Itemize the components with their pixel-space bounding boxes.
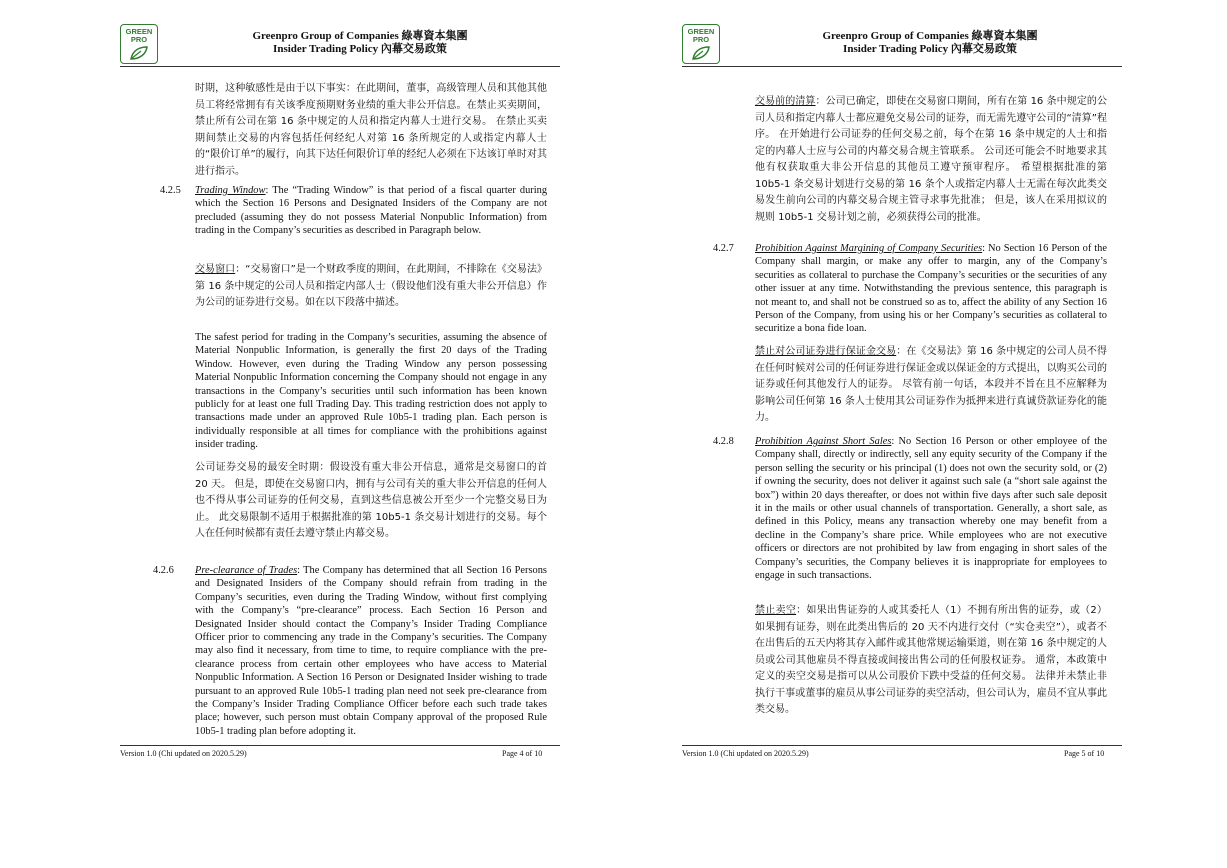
logo-text-green: GREEN [687, 27, 715, 36]
cn-section-title: 交易窗口 [195, 264, 236, 275]
header-policy: Insider Trading Policy 內幕交易政策 [273, 43, 447, 55]
section-text: : No Section 16 Person of the Company shall margin, or make any offer to margin, any of the Company’s securities as collateral to purchase the Company’s securities or the securities of any other issuer at any time. Notwithstanding the previous sentence, this paragraph is not meant to, and shall not be construed so as to, affect the ability of any Section 16 Person of the Company, from using his or her Company’s securities as collateral to securitize a bona fide loan. [755, 243, 1107, 335]
footer-divider [682, 745, 1122, 746]
cn-short-sales-paragraph [755, 603, 1107, 719]
section-title: Prohibition Against Margining of Company Securities [755, 243, 983, 254]
cn-section-text: ：公司已确定，即使在交易窗口期间，所有在第 16 条中规定的公司人员和指定内幕人士都应避免交易公司的证券，而无需先遵守公司的“清算”程序。 在开始进行公司证券的任何交易之前，每个在第 16 条中规定的人士和指定的内幕人士应与公司的内幕交易合规主管联系。 公司还可能会不时地要求其他有权获取重大非公开信息的其他员工遵守预审程序。 希望根据批准的第 10b5-1 条交易计划进行交易的第 16 条个人或指定内幕人士无需在每次此类交易发生前向公司的内幕交易合规主管寻求事先批准； 但是，该人在采用拟议的规则 10b5-1 交易计划之前，必须获得公司的批准。 [755, 96, 1107, 223]
logo-text-pro: PRO [692, 35, 710, 44]
section-text: : The Company has determined that all Section 16 Persons and Designated Insiders of the Company should refrain from trading in the Company’s securities, even during the Trading Window, without first complying with the Company’s “pre-clearance” process. Each Section 16 Person and Designated Insider should contact the Company’s Insider Trading Compliance Officer prior to commencing any trade in the Company’s securities. The Company may also find it necessary, from time to time, to require compliance with the pre-clearance process from certain other employees who have access to Material Nonpublic Information. A Section 16 Person or Designated Insider wishing to trade pursuant to an approved Rule 10b5-1 trading plan need not seek pre-clearance from the Company’s Insider Trading Compliance Officer before each such trade takes place; however, such person must obtain Company approval of the proposed Rule 10b5-1 trading plan before adopting it. [195, 565, 547, 737]
cn-safest-period-paragraph: 公司证券交易的最安全时期：假设没有重大非公开信息，通常是交易窗口的首 20 天。 但是，即使在交易窗口内，拥有与公司有关的重大非公开信息的任何人也不得从事公司证券的任何交易，直到这些信息被公开至少一个完整交易日为止。 此交易限制不适用于根据批准的第 10b5-1 条交易计划进行的交易。每个人在任何时候都有责任去遵守禁止内幕交易。 [195, 462, 547, 539]
header-company: Greenpro Group of Companies 綠專資本集團 [252, 30, 468, 42]
pre-clearance-paragraph [195, 564, 547, 738]
short-sales-paragraph [755, 435, 1107, 582]
section-number: 4.2.8 [713, 436, 734, 447]
cn-section-title: 禁止对公司证券进行保证金交易 [755, 346, 897, 357]
cn-section-title: 禁止卖空 [755, 605, 797, 616]
margining-paragraph [755, 242, 1107, 336]
section-number: 4.2.6 [153, 565, 174, 576]
section-number: 4.2.5 [160, 185, 181, 196]
footer-page-number: Page 4 of 10 [502, 749, 543, 758]
cn-section-text: ：在《交易法》第 16 条中规定的公司人员不得在任何时候对公司的任何证券进行保证金或以保证金的方式提出，以购买公司的证券或任何其他发行人的证券。 尽管有前一句话，本段并不旨在且不应解释为影响公司任何第 16 条人士使用其公司证券作为抵押来进行真诚贷款证券化的能力。 [755, 346, 1107, 423]
document-page-5 [620, 0, 1210, 868]
footer-version: Version 1.0 (Chi updated on 2020.5.29) [120, 749, 247, 758]
document-page-4 [10, 0, 600, 868]
logo-text-pro: PRO [130, 35, 148, 44]
footer-version: Version 1.0 (Chi updated on 2020.5.29) [682, 749, 809, 758]
greenpro-logo [682, 24, 720, 64]
section-number: 4.2.7 [713, 243, 734, 254]
header-divider [120, 66, 560, 67]
header-policy: Insider Trading Policy 內幕交易政策 [843, 43, 1017, 55]
leaf-icon [691, 45, 711, 61]
cn-blackout-paragraph: 时期，这种敏感性是由于以下事实：在此期间，董事，高级管理人员和其他其他员工将经常拥有有关该季度预期财务业绩的重大非公开信息。在禁止买卖期间，禁止所有公司在第 16 条中规定的人员和指定内幕人士进行交易。 在禁止买卖期间禁止交易的内容包括任何经纪人对第 16 条所规定的人或指定内幕人士的“限价订单”的履行，向其下达任何限价订单的经纪人必须在下达该订单时对其进行指示。 [195, 83, 547, 177]
safest-period-paragraph: The safest period for trading in the Company’s securities, assuming the absence of Material Nonpublic Information, is generally the first 20 days of the Trading Window. However, even during the Trading Window any person possessing Material Nonpublic Information concerning the Company should not engage in any transactions in the Company’s securities until such information has been known publicly for at least one full Trading Day. This trading restriction does not apply to transactions made under an approved Rule 10b5-1 trading plan. Each person is individually responsible at all times for compliance with the prohibitions against insider trading. [195, 332, 547, 451]
cn-pre-clearance-paragraph [755, 94, 1107, 226]
cn-section-title: 交易前的清算 [755, 96, 816, 107]
greenpro-logo [120, 24, 158, 64]
page-header [170, 30, 550, 56]
footer-divider [120, 745, 560, 746]
page-header [740, 30, 1120, 56]
section-text: : No Section 16 Person or other employee of the Company shall, directly or indirectly, sell any equity security of the Company if the person selling the security or his principal (1) does not own the security sold, or (2) if owning the security, does not deliver it against such sale (a “short sale against the box”) within 20 days thereafter, or does not within five days after such sale deposit it in the mails or other usual channels of transportation. Generally, a short sale, as defined in this Policy, means any transaction whereby one may benefit from a decline in the Company’s share price. While employees who are not executive officers or directors are not prohibited by law from engaging in short sales of the Company’s securities, the Company believes it is inappropriate for employees to engage in such transactions. [755, 436, 1107, 582]
section-title: Prohibition Against Short Sales [755, 436, 892, 447]
section-title: Trading Window [195, 185, 266, 196]
leaf-icon [129, 45, 149, 61]
cn-trading-window-paragraph [195, 262, 547, 312]
cn-margining-paragraph [755, 344, 1107, 427]
header-divider [682, 66, 1122, 67]
section-title: Pre-clearance of Trades [195, 565, 298, 576]
trading-window-paragraph [195, 184, 547, 238]
cn-section-text: ：“交易窗口”是一个财政季度的期间，在此期间，不排除在《交易法》第 16 条中规定的公司人员和指定内部人士（假设他们没有重大非公开信息）作为公司的证券进行交易。如在以下段落中描述。 [195, 264, 547, 308]
header-company: Greenpro Group of Companies 綠專資本集團 [822, 30, 1038, 42]
section-text: : The “Trading Window” is that period of a fiscal quarter during which the Section 16 Persons and Designated Insiders of the Company are not precluded (assuming they do not possess Material Nonpublic Information) from trading in the Company’s securities as described in Paragraph below. [195, 185, 548, 237]
cn-section-text: ：如果出售证券的人或其委托人（1）不拥有所出售的证券，或（2）如果拥有证券，则在此类出售后的 20 天不内进行交付（“实仓卖空”），或者不在出售后的五天内将其存入邮件或其他常规运输渠道，则在第 16 条中规定的人员或公司其他雇员不得直接或间接出售公司的任何股权证券。 通常，本政策中定义的卖空交易是指可以从公司股价下跌中受益的任何交易。 法律并未禁止非执行干事或董事的雇员从事公司证券的卖空活动，但公司认为，雇员不宜从事此类交易。 [755, 605, 1107, 715]
logo-text-green: GREEN [125, 27, 153, 36]
footer-page-number: Page 5 of 10 [1064, 749, 1105, 758]
